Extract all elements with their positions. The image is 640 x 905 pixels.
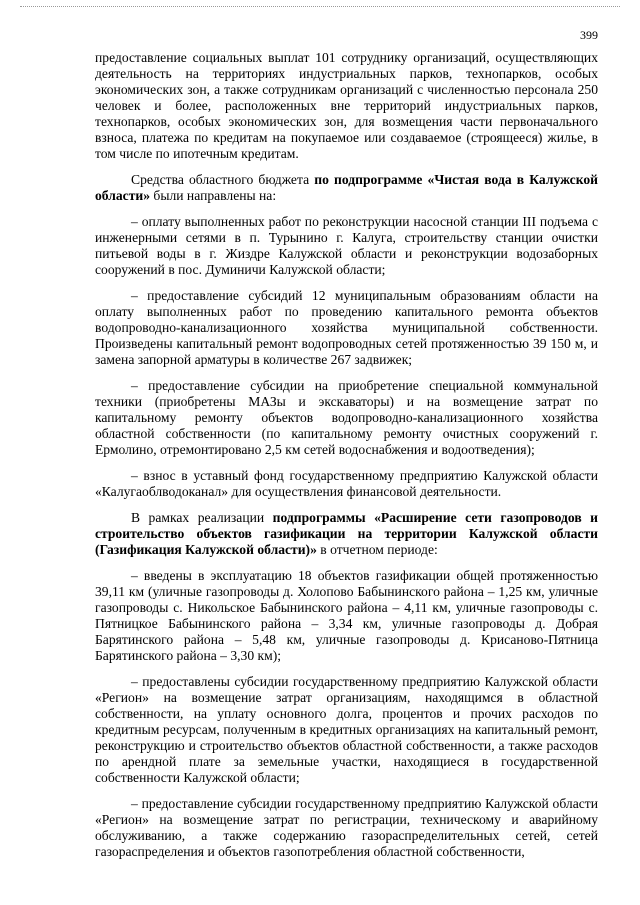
list-item-gas-objects: – введены в эксплуатацию 18 объектов газификации общей протяженностью 39,11 км (уличные газопроводы д. Холопово Бабынинского района – 1,25 км, уличные газопроводы с. Никольское Бабынинского района – 4,11 км, уличные газопроводы с. Пятницкое Бабынинского района – 3,34 км, уличные газопроводы д. Добрая Барятинского района – 5,48 км, уличные газопроводы д. Крисаново-Пятница Барятинского района – 3,30 км); [95, 568, 598, 663]
list-item-region-maintenance: – предоставление субсидии государственному предприятию Калужской области «Регион» на возмещение затрат по регистрации, техническому и аварийному обслуживанию, а также содержанию газораспределительных сетей, сетей газораспределения и объектов газопотребления областной собственности, [95, 796, 598, 859]
paragraph-text: в отчетном периоде: [316, 542, 438, 557]
list-item-region-subsidies: – предоставлены субсидии государственному предприятию Калужской области «Регион» на возмещение затрат организациям, находящимся в областной собственности, на уплату основного долга, процентов и прочих расходов по кредитным ресурсам, полученным в кредитных организациях на капитальный ремонт, реконструкцию и строительство объектов областной собственности, а также расходов по арендной плате за земельные участки, находящиеся в государственной собственности Калужской области; [95, 674, 598, 785]
paragraph-text: В рамках реализации [131, 510, 273, 525]
paragraph-clean-water-intro [95, 172, 598, 204]
document-body [95, 50, 598, 870]
paragraph-gasification-intro [95, 510, 598, 558]
list-item-communal-equipment: – предоставление субсидии на приобретение специальной коммунальной техники (приобретены МАЗы и экскаваторы) и на возмещение затрат по капитальному ремонту объектов водопроводно-канализационного хозяйства областной собственности (по капитальному ремонту очистных сооружений г. Ермолино, отремонтировано 2,5 км сетей водоснабжения и водоотведения); [95, 378, 598, 457]
paragraph-social-payments: предоставление социальных выплат 101 сотруднику организаций, осуществляющих деятельность на территориях индустриальных парков, технопарков, особых экономических зон, а также сотрудникам организаций с численностью персонала 250 человек и более, расположенных вне территорий индустриальных парков, технопарков, особых экономических зон, для возмещения части первоначального взноса, платежа по кредитам на покупаемое или создаваемое (строящееся) жилье, в том числе по ипотечным кредитам. [95, 50, 598, 161]
subprogram-title-gasification: подпрограммы «Расширение сети газопроводов и строительство объектов газификации на территории Калужской области (Газификация Калужской области)» [95, 510, 598, 557]
list-item-reconstruction: – оплату выполненных работ по реконструкции насосной станции III подъема с инженерными сетями в п. Турынино г. Калуга, строительству станции очистки питьевой воды в г. Жиздре Калужской области и реконструкции водозаборных сооружений в пос. Думиничи Калужской области; [95, 214, 598, 277]
paragraph-text: были направлены на: [150, 188, 277, 203]
paragraph-text: Средства областного бюджета [131, 172, 315, 187]
list-item-municipal-subsidies: – предоставление субсидий 12 муниципальным образованиям области на оплату выполненных работ по проведению капитального ремонта объектов водопроводно-канализационного хозяйства муниципальной собственности. Произведены капитальный ремонт водопроводных сетей протяженностью 39 150 м, и замена запорной арматуры в количестве 267 задвижек; [95, 288, 598, 367]
page-number: 399 [580, 28, 598, 42]
list-item-vodokanal-contribution: – взнос в уставный фонд государственному предприятию Калужской области «Калугаоблводоканал» для осуществления финансовой деятельности. [95, 468, 598, 499]
scan-top-edge [20, 6, 620, 7]
subprogram-title-clean-water: по подпрограмме «Чистая вода в Калужской области» [95, 172, 598, 203]
